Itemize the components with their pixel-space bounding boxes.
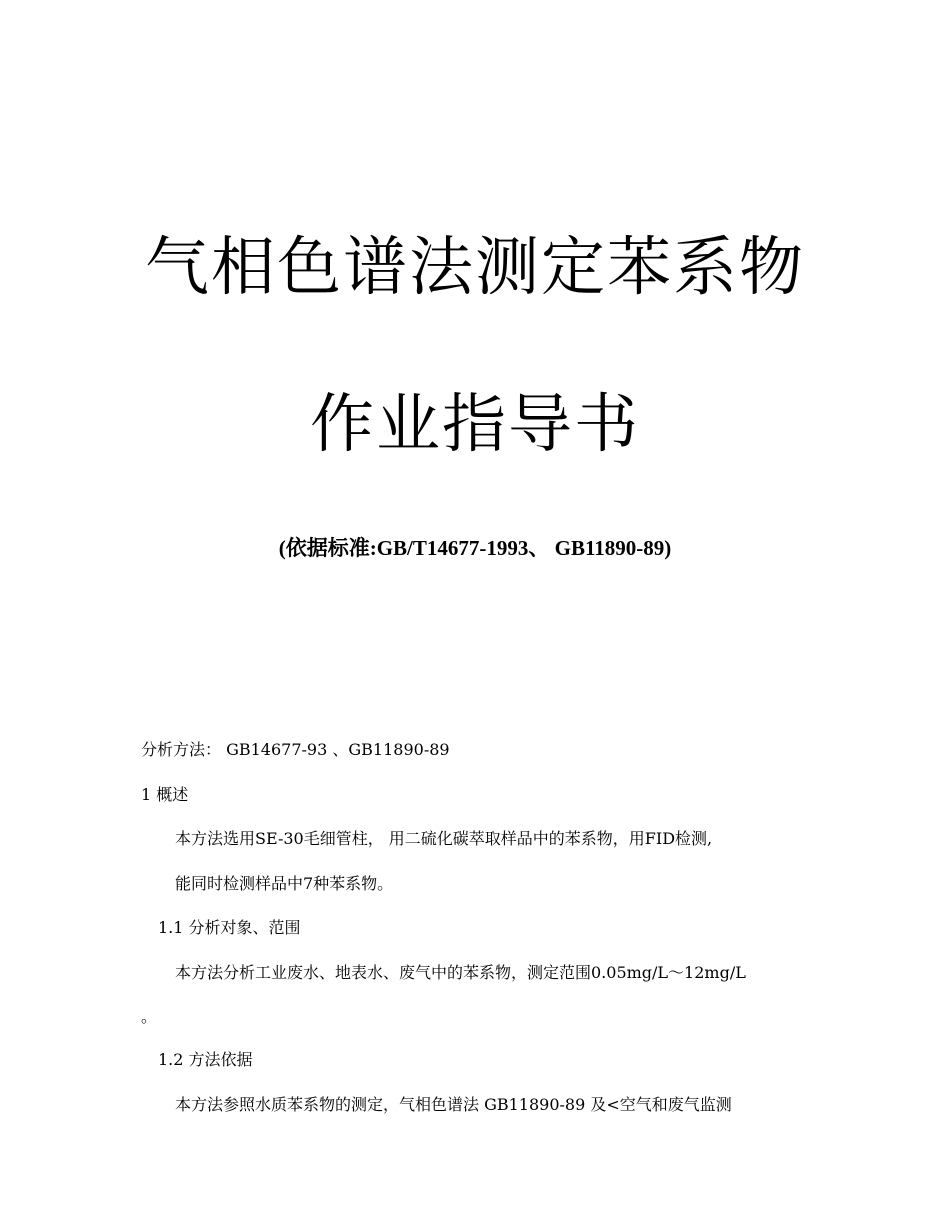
paragraph-line: 。 — [141, 1007, 158, 1026]
document-title-line2: 作业指导书 — [310, 388, 640, 462]
document-title-line1: 气相色谱法测定苯系物 — [145, 231, 805, 305]
standard-basis: (依据标准:GB/T14677-1993、 GB11890-89) — [278, 536, 672, 560]
paragraph-line: 能同时检测样品中7种苯系物。 — [175, 874, 394, 893]
section-heading-basis: 1.2 方法依据 — [158, 1050, 253, 1069]
section-heading-scope: 1.1 分析对象、范围 — [158, 918, 301, 937]
section-heading-overview: 1 概述 — [141, 785, 189, 804]
analysis-method-line: 分析方法： GB14677-93 、GB11890-89 — [141, 740, 450, 759]
paragraph-line: 本方法选用SE-30毛细管柱， 用二硫化碳萃取样品中的苯系物，用FID检测, — [175, 829, 713, 848]
paragraph-line: 本方法分析工业废水、地表水、废气中的苯系物，测定范围0.05mg/L～12mg/L — [175, 963, 746, 982]
paragraph-line: 本方法参照水质苯系物的测定，气相色谱法 GB11890-89 及<空气和废气监测 — [175, 1095, 732, 1114]
